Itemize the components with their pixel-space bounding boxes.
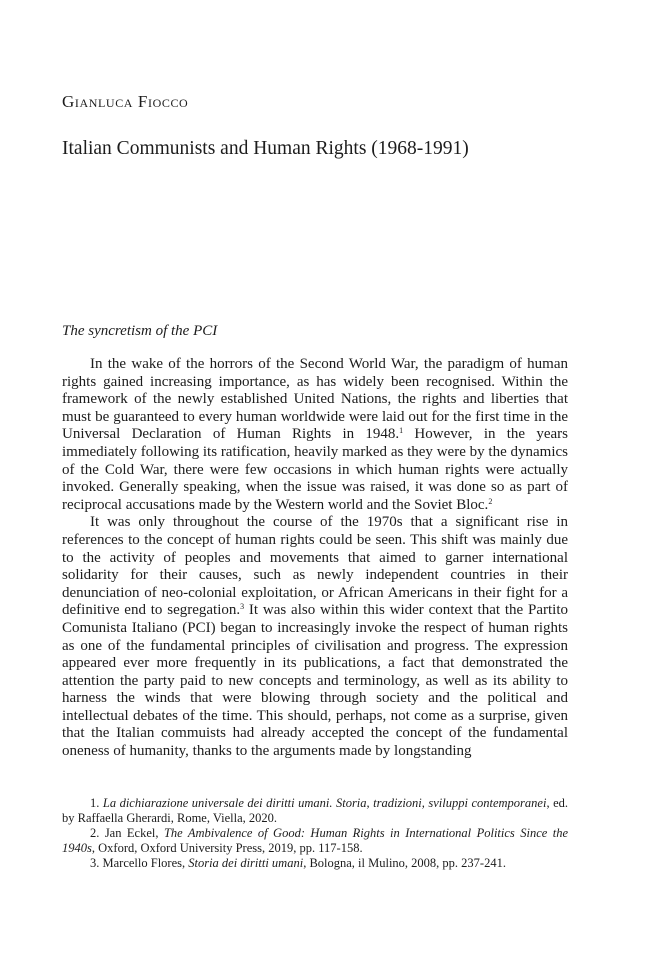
footnote-ref[interactable]: 2 — [488, 496, 493, 506]
paragraph-text: However, in the years immediately following its ratification, heavily marked as they were by the dynamics of the Cold War, there were few occasions in which human rights were actually invoked. Generally speaking, when the issue was raised, it was done so as part of reciprocal accusations made by the Western world and the Soviet Bloc. — [62, 426, 569, 513]
chapter-title: Italian Communists and Human Rights (1968-1991) — [62, 138, 469, 159]
footnote-title: The Ambivalence of Good: Human Rights in International Politics Since the 1940s — [62, 826, 568, 855]
footnote-details: , Bologna, il Mulino, 2008, pp. 237-241. — [303, 856, 506, 870]
body-text — [62, 356, 568, 761]
footnote-number: 3. — [90, 856, 100, 870]
footnote-details: , Oxford, Oxford University Press, 2019, pp. 117-158. — [91, 841, 363, 855]
footnote — [62, 826, 568, 856]
footnotes — [62, 796, 568, 871]
paragraph — [62, 514, 568, 760]
footnote-number: 2. — [90, 826, 100, 840]
footnote-title: Storia dei diritti umani — [188, 856, 304, 870]
footnote-author: Marcello Flores, — [102, 856, 189, 870]
paragraph-text: It was also within this wider context that the Partito Comunista Italiano (PCI) began to increasingly invoke the respect of human rights as one of the fundamental principles of civilisation and progress. The expression appeared ever more frequently in its publications, a fact that demonstrated the attention the party paid to new concepts and terminology, as well as its ability to harness the winds that were blowing through society and the political and intellectual debates of the time. This should, perhaps, not come as a surprise, given that the Italian commuists had already accepted the concept of the fundamental oneness of humanity, thanks to the arguments made by longstanding — [62, 602, 568, 760]
footnote-ref[interactable]: 3 — [240, 602, 245, 612]
footnote-ref[interactable]: 1 — [399, 426, 404, 436]
footnote — [62, 856, 568, 871]
author-name: Gianluca Fiocco — [62, 92, 189, 111]
paragraph-text: In the wake of the horrors of the Second World War, the paradigm of human rights gained increasing importance, as has widely been recognised. Within the framework of the newly established United Nations, the rights and liberties that must be guaranteed to every human worldwide were laid out for the first time in the Universal Declaration of Human Rights in 1948. — [62, 356, 568, 443]
section-heading: The syncretism of the PCI — [62, 323, 218, 339]
footnote — [62, 796, 568, 826]
footnote-number: 1. — [90, 796, 100, 810]
paragraph — [62, 356, 568, 514]
footnote-details: , ed. by Raffaella Gherardi, Rome, Viella, 2020. — [62, 796, 568, 825]
footnote-author: Jan Eckel, — [104, 826, 164, 840]
footnote-title: La dichiarazione universale dei diritti umani. Storia, tradizioni, sviluppi contemporanei — [102, 796, 547, 810]
paragraph-text: It was only throughout the course of the 1970s that a significant rise in references to the concept of human rights could be seen. This shift was mainly due to the activity of peoples and movements that aimed to garner international solidarity for their causes, such as newly independent countries in their denunciation of neo-colonial exploitation, or African Americans in their fight for a definitive end to segregation. — [62, 514, 568, 619]
